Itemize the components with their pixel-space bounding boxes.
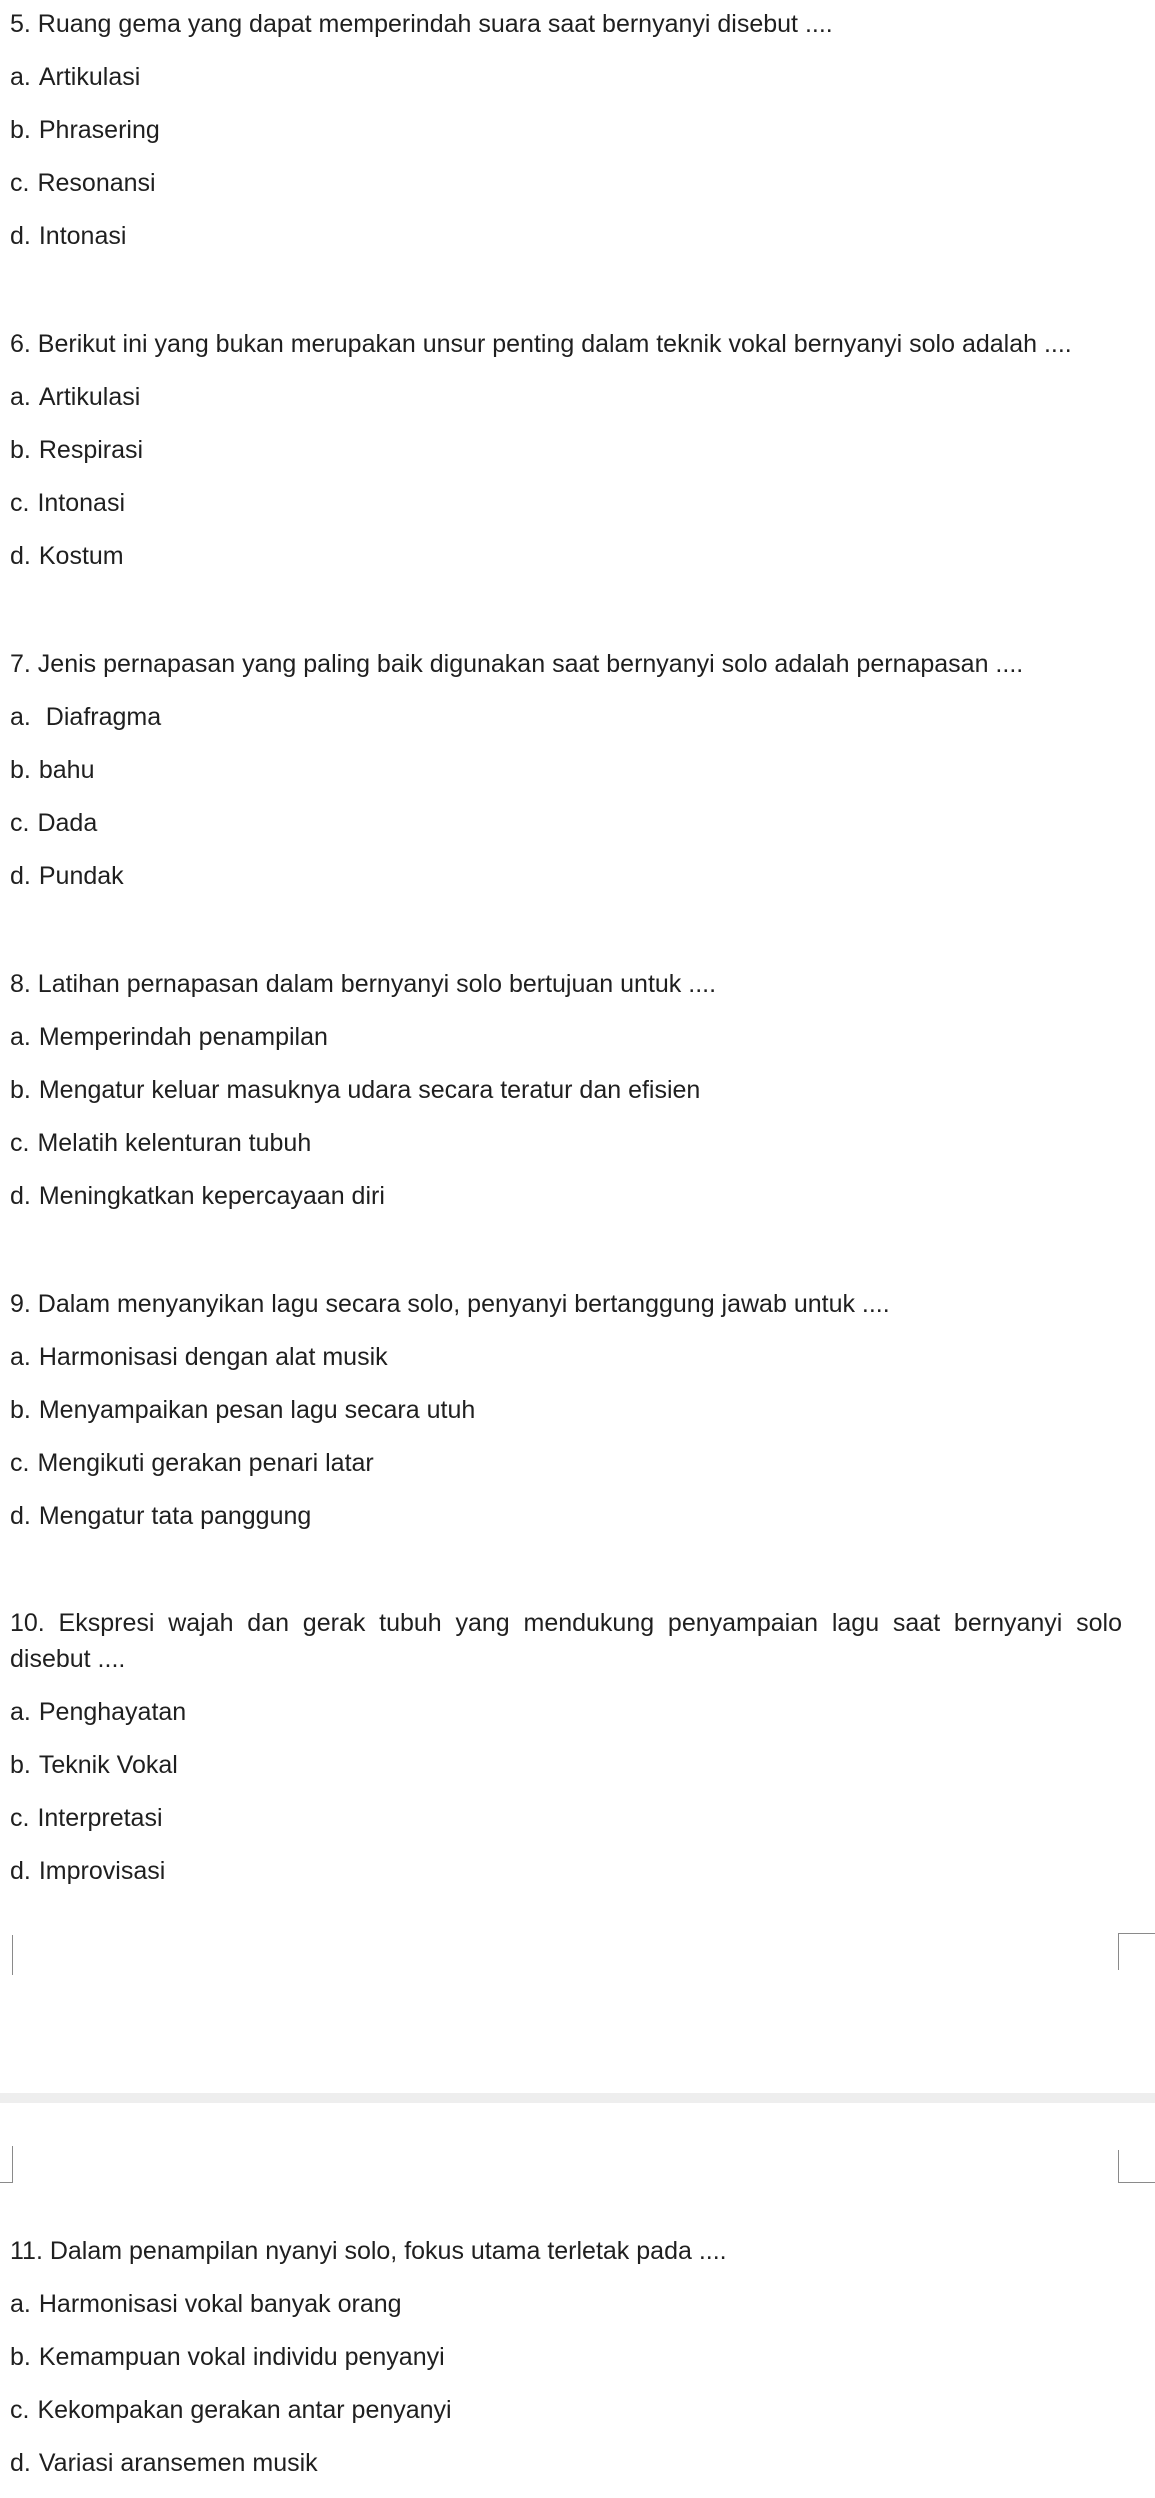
question-8	[10, 966, 1122, 1231]
option-b	[10, 1392, 1122, 1428]
page-break	[0, 2093, 1155, 2103]
option-letter: a.	[10, 703, 31, 731]
option-b	[10, 432, 1122, 468]
option-a	[10, 1339, 1122, 1375]
option-d	[10, 2445, 1122, 2481]
option-text: Kostum	[38, 542, 124, 570]
option-letter: b.	[10, 756, 31, 784]
question-stem: 5. Ruang gema yang dapat memperindah suara saat bernyanyi disebut ....	[10, 10, 833, 38]
option-b	[10, 2339, 1122, 2375]
option-letter: d.	[10, 1182, 31, 1210]
option-text: Artikulasi	[38, 63, 141, 91]
option-text: Intonasi	[37, 489, 126, 517]
option-letter: c.	[10, 489, 30, 517]
option-a	[10, 699, 1122, 735]
option-text: Melatih kelenturan tubuh	[37, 1129, 312, 1157]
option-letter: d.	[10, 862, 31, 890]
option-a	[10, 1694, 1122, 1730]
option-c	[10, 1800, 1122, 1836]
option-letter: d.	[10, 1857, 31, 1885]
option-text: Meningkatkan kepercayaan diri	[38, 1182, 385, 1210]
option-c	[10, 165, 1122, 201]
option-b	[10, 1072, 1122, 1108]
option-text: Menyampaikan pesan lagu secara utuh	[38, 1396, 476, 1424]
option-letter: b.	[10, 1076, 31, 1104]
option-text: Diafragma	[38, 703, 162, 731]
question-stem: 8. Latihan pernapasan dalam bernyanyi solo bertujuan untuk ....	[10, 970, 717, 998]
option-letter: b.	[10, 436, 31, 464]
option-a	[10, 1019, 1122, 1055]
option-letter: d.	[10, 2449, 31, 2477]
question-9	[10, 1286, 1122, 1551]
option-a	[10, 59, 1122, 95]
option-text: Penghayatan	[38, 1698, 187, 1726]
option-letter: c.	[10, 809, 30, 837]
option-letter: d.	[10, 542, 31, 570]
option-text: Variasi aransemen musik	[38, 2449, 318, 2477]
option-text: Teknik Vokal	[38, 1751, 178, 1779]
option-d	[10, 1178, 1122, 1214]
option-letter: d.	[10, 1502, 31, 1530]
option-b	[10, 1747, 1122, 1783]
option-letter: b.	[10, 116, 31, 144]
question-5	[10, 6, 1122, 271]
option-c	[10, 1445, 1122, 1481]
option-c	[10, 1125, 1122, 1161]
crop-mark-top-right	[1118, 2150, 1155, 2183]
crop-mark-bottom-right	[1118, 1933, 1155, 1970]
option-letter: c.	[10, 169, 30, 197]
option-text: Kemampuan vokal individu penyanyi	[38, 2343, 445, 2371]
option-text: Resonansi	[37, 169, 156, 197]
option-letter: c.	[10, 1804, 30, 1832]
option-letter: c.	[10, 1129, 30, 1157]
question-10	[10, 1605, 1122, 1906]
option-letter: a.	[10, 383, 31, 411]
option-a	[10, 2286, 1122, 2322]
option-text: Kekompakan gerakan antar penyanyi	[37, 2396, 452, 2424]
option-letter: b.	[10, 2343, 31, 2371]
option-text: Pundak	[38, 862, 124, 890]
option-letter: b.	[10, 1751, 31, 1779]
option-text: Mengatur tata panggung	[38, 1502, 312, 1530]
option-letter: c.	[10, 2396, 30, 2424]
option-text: Respirasi	[38, 436, 144, 464]
question-7	[10, 646, 1122, 911]
option-text: Artikulasi	[38, 383, 141, 411]
option-b	[10, 752, 1122, 788]
option-text: Mengatur keluar masuknya udara secara teratur dan efisien	[38, 1076, 701, 1104]
option-text: Dada	[37, 809, 98, 837]
crop-mark-top-left	[0, 2146, 13, 2183]
option-c	[10, 485, 1122, 521]
option-a	[10, 379, 1122, 415]
option-text: bahu	[38, 756, 95, 784]
option-text: Mengikuti gerakan penari latar	[37, 1449, 374, 1477]
question-stem: 9. Dalam menyanyikan lagu secara solo, penyanyi bertanggung jawab untuk ....	[10, 1290, 890, 1318]
question-stem: 11. Dalam penampilan nyanyi solo, fokus utama terletak pada ....	[10, 2237, 727, 2265]
option-letter: b.	[10, 1396, 31, 1424]
option-letter: a.	[10, 1343, 31, 1371]
option-text: Memperindah penampilan	[38, 1023, 328, 1051]
option-d	[10, 1853, 1122, 1889]
option-text: Phrasering	[38, 116, 160, 144]
option-b	[10, 112, 1122, 148]
option-d	[10, 858, 1122, 894]
question-11	[10, 2233, 1122, 2498]
option-d	[10, 218, 1122, 254]
question-6	[10, 326, 1122, 591]
option-d	[10, 1498, 1122, 1534]
option-letter: d.	[10, 222, 31, 250]
option-d	[10, 538, 1122, 574]
option-text: Improvisasi	[38, 1857, 166, 1885]
option-c	[10, 2392, 1122, 2428]
crop-mark-bottom-left	[0, 1935, 13, 1975]
option-text: Intonasi	[38, 222, 127, 250]
option-text: Interpretasi	[37, 1804, 163, 1832]
option-c	[10, 805, 1122, 841]
option-letter: a.	[10, 1698, 31, 1726]
question-stem: 10. Ekspresi wajah dan gerak tubuh yang mendukung penyampaian lagu saat bernyanyi solo disebut ....	[10, 1609, 1122, 1673]
option-text: Harmonisasi vokal banyak orang	[38, 2290, 402, 2318]
question-stem: 7. Jenis pernapasan yang paling baik digunakan saat bernyanyi solo adalah pernapasan ....	[10, 650, 1024, 678]
option-letter: a.	[10, 1023, 31, 1051]
option-letter: a.	[10, 2290, 31, 2318]
option-text: Harmonisasi dengan alat musik	[38, 1343, 388, 1371]
option-letter: c.	[10, 1449, 30, 1477]
question-stem: 6. Berikut ini yang bukan merupakan unsur penting dalam teknik vokal bernyanyi solo adalah ....	[10, 330, 1072, 358]
option-letter: a.	[10, 63, 31, 91]
